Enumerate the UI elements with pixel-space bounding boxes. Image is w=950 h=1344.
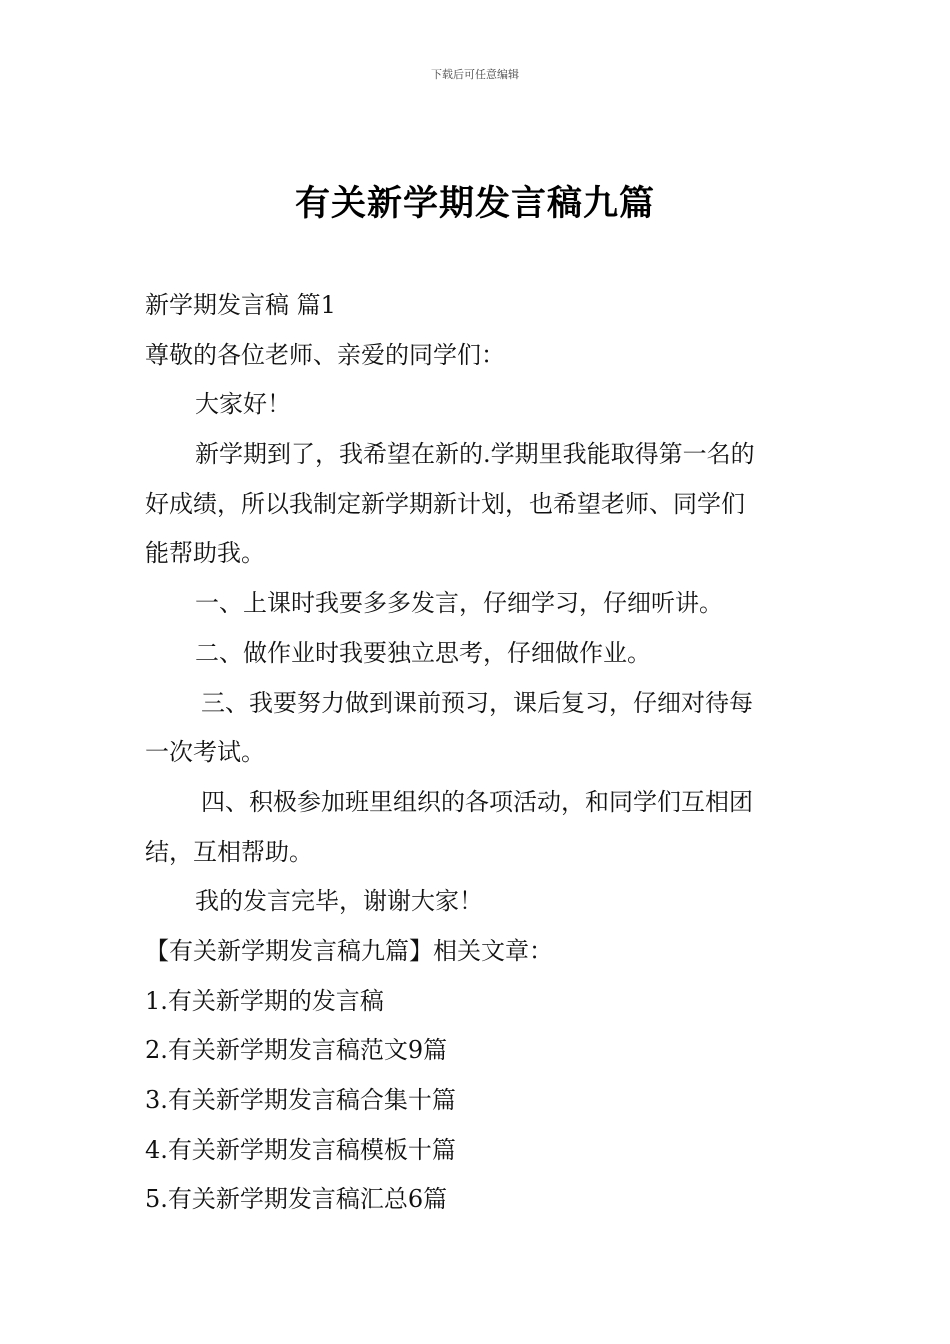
- salutation: 尊敬的各位老师、亲爱的同学们：: [145, 340, 505, 369]
- related-link-1[interactable]: 1.有关新学期的发言稿: [145, 986, 384, 1015]
- plan-item-2: 二、做作业时我要独立思考，仔细做作业。: [195, 638, 651, 667]
- paragraph-intro-line2: 好成绩，所以我制定新学期新计划，也希望老师、同学们: [145, 489, 745, 518]
- plan-item-3: 三、我要努力做到课前预习，课后复习，仔细对待每: [201, 688, 753, 717]
- paragraph-intro-line3: 能帮助我。: [145, 539, 265, 568]
- related-link-2[interactable]: 2.有关新学期发言稿范文9篇: [145, 1036, 448, 1065]
- plan-item-4: 四、积极参加班里组织的各项活动，和同学们互相团: [201, 787, 753, 816]
- greeting: 大家好！: [195, 390, 291, 419]
- section-heading: 新学期发言稿 篇1: [145, 291, 336, 319]
- plan-item-3-cont: 一次考试。: [145, 738, 265, 767]
- closing: 我的发言完毕，谢谢大家！: [195, 887, 483, 916]
- document-body: [145, 281, 810, 1225]
- paragraph-intro-line1: 新学期到了，我希望在新的.学期里我能取得第一名的: [195, 440, 755, 469]
- plan-item-4-cont: 结，互相帮助。: [145, 837, 313, 866]
- related-heading: 【有关新学期发言稿九篇】相关文章：: [145, 936, 553, 965]
- related-link-3[interactable]: 3.有关新学期发言稿合集十篇: [145, 1086, 456, 1114]
- document-title: 有关新学期发言稿九篇: [294, 184, 655, 224]
- related-link-5[interactable]: 5.有关新学期发言稿汇总6篇: [145, 1185, 448, 1214]
- header-note: 下载后可任意编辑: [431, 68, 519, 81]
- plan-item-1: 一、上课时我要多多发言，仔细学习，仔细听讲。: [195, 589, 723, 618]
- related-link-4[interactable]: 4.有关新学期发言稿模板十篇: [145, 1135, 456, 1164]
